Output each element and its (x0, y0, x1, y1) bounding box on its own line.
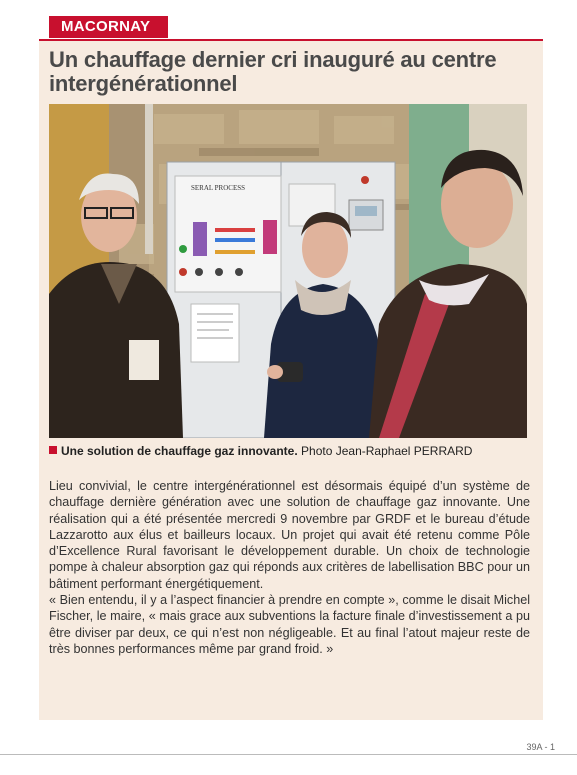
section-tag: MACORNAY (49, 16, 168, 38)
paragraph: Lieu convivial, le centre intergénérationnel est désormais équipé d’un système de chauffage dernière génération avec une solution de chauffage gaz innovante. Une réalisation qui a été présentée mercredi 9 novembre par GRDF et le bureau d’étude Lazzarotto aux élus et bailleurs locaux. Un projet qui avait été retenu comme Pôle d’Excellence Rural favorisant le développement durable. Un choix de technologie pompe à chaleur absorption gaz qui réponds aux critères de labellisation BBC pour un bâtiment performant énergétiquement. (49, 479, 530, 591)
cabinet-brand: SERAL PROCESS (191, 184, 246, 192)
article-photo (49, 104, 527, 438)
caption-title: Une solution de chauffage gaz innovante. (61, 444, 298, 458)
section-rule (39, 39, 543, 41)
paragraph: « Bien entendu, il y a l’aspect financier à prendre en compte », comme le disait Michel Fischer, le maire, « mais grace aux subventions la facture finale d’investissement a pu être diviser par deux, ce qui n’est non négligeable. Et au final l’atout majeur reste de très bonnes performances même par grand froid. » (49, 593, 530, 656)
page-number: 39A - 1 (526, 742, 555, 752)
photo-credit: Photo Jean-Raphael PERRARD (301, 444, 473, 458)
article-headline: Un chauffage dernier cri inauguré au centre intergénérationnel (49, 47, 497, 96)
caption-bullet-icon (49, 446, 57, 454)
photo-caption (49, 444, 529, 458)
article-body (49, 478, 530, 657)
footer-rule (0, 754, 577, 755)
